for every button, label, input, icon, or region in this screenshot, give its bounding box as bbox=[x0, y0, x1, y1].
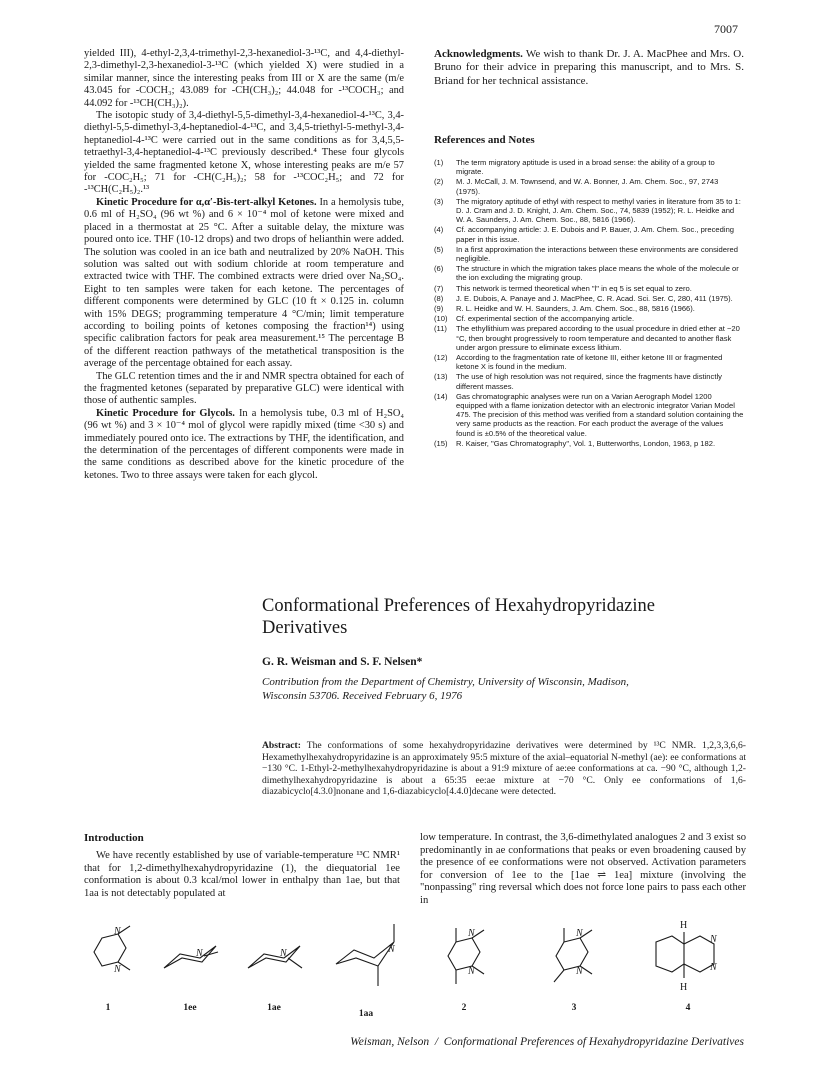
h-label: H bbox=[680, 920, 688, 931]
reference-item bbox=[434, 284, 744, 293]
authors: G. R. Weisman and S. F. Nelsen* bbox=[262, 656, 423, 668]
page-footer: Weisman, Nelson / Conformational Preferences of Hexahydropyridazine Derivatives bbox=[350, 1036, 744, 1048]
left-column bbox=[84, 48, 404, 482]
run-in-heading: Kinetic Procedure for Glycols. bbox=[96, 407, 235, 419]
atom-label: N bbox=[468, 928, 475, 939]
reference-item bbox=[434, 158, 744, 176]
reference-text: The use of high resolution was not required, since the fragments have distinctly different masses. bbox=[456, 372, 722, 391]
structure-label: 2 bbox=[461, 1003, 467, 1013]
reference-item bbox=[434, 304, 744, 313]
atom-label: N bbox=[576, 928, 583, 939]
reference-text: In a first approximation the interactions between these environments are considered negligible. bbox=[456, 244, 738, 264]
structure-label: 1ae bbox=[267, 1003, 281, 1013]
reference-number: (1) bbox=[434, 158, 444, 167]
acknowledgments-heading: Acknowledgments. bbox=[434, 48, 523, 60]
intro-left-column bbox=[84, 850, 400, 900]
references-list bbox=[434, 158, 744, 449]
references-heading: References and Notes bbox=[434, 134, 535, 146]
atom-label: N bbox=[468, 966, 475, 977]
reference-number: (7) bbox=[434, 283, 444, 293]
atom-label: N bbox=[576, 966, 583, 977]
reference-text: J. E. Dubois, A. Panaye and J. MacPhee, C. R. Acad. Sci. Ser. C, 280, 411 (1975). bbox=[456, 293, 733, 303]
received-date: Received February 6, 1976 bbox=[342, 690, 463, 702]
reference-text: The ethyllithium was prepared according to the usual procedure in dried ether at −20 °C, then brought progressively to room temperature and decanted to another flask under argon pressure to eliminate excess lithium. bbox=[456, 324, 740, 352]
atom-label: N bbox=[280, 948, 287, 959]
intro-paragraph: We have recently established by use of variable-temperature ¹³C NMR¹ that for 1,2-dimethylhexahydropyridazine (1), the diequatorial 1ee conformation is about 0.3 kcal/mol lower in enthalpy than 1ae, but that 1aa is not detectably populated at bbox=[84, 850, 400, 899]
reference-item bbox=[434, 353, 744, 371]
reference-text: Cf. accompanying article: J. E. Dubois and P. Bauer, J. Am. Chem. Soc., preceding paper in this issue. bbox=[456, 225, 735, 244]
reference-text: Gas chromatographic analyses were run on a Varian Aerograph Model 1200 equipped with a flame ionization detector with an electronic integrator Varian Model 475. The precision of this method was verified from a standard solution containing the very same products as the reaction. For each product the average of the values found is ±0.5% of the theoretical value. bbox=[456, 391, 744, 438]
reference-item bbox=[434, 314, 744, 323]
reference-number: (13) bbox=[434, 372, 448, 382]
paragraph-text: In a hemolysis tube, 0.6 ml of H₂SO₄ (96 wt %) and 6 × 10⁻⁴ mol of ketone were mixed and placed in a thermostat at 25 °C. After a suitable delay, the mixture was poured onto ice. THF (10-12 drops) and two drops of helianthin were added. The solution was cooled in an ice bath and neutralized by 20% NaOH. This solution was salted out with sodium chloride at room temperature and extracted twice with THF. The combined extracts were dried over Na₂SO₄. Eight to ten samples were taken for each ketone. The percentages of different components were determined by GLC (10 ft × 0.125 in. column with 15% DEGS; programming temperature 4 °C/min; limit temperature according to boiling points of ketones composing the fraction¹⁴) using specific calibration factors for peak area measurement.¹⁵ The percentage B of the different reaction pathways of the metathetical transposition is the average of the percentage obtained for each assay. bbox=[84, 196, 404, 370]
reference-number: (15) bbox=[434, 438, 448, 448]
reference-number: (2) bbox=[434, 177, 444, 187]
atom-label: N bbox=[114, 926, 121, 937]
reference-item bbox=[434, 264, 744, 282]
reference-item bbox=[434, 245, 744, 263]
reference-number: (4) bbox=[434, 225, 444, 235]
intro-paragraph-continued: low temperature. In contrast, the 3,6-dimethylated analogues 2 and 3 exist so predominantly in ae conformations that peaks or even broadening caused by the presence of ee conformations were not observed. Activation parameters for conversion of 1ee to the [1ae ⇌ 1ea] mixture (involving the "nonpassing" ring reversal which does not force lone pairs to pass each other in bbox=[420, 832, 746, 906]
reference-number: (12) bbox=[434, 353, 448, 363]
reference-text: Cf. experimental section of the accompanying article. bbox=[456, 314, 635, 324]
atom-label: N bbox=[710, 934, 717, 945]
reference-item bbox=[434, 294, 744, 303]
reference-item bbox=[434, 372, 744, 390]
reference-number: (5) bbox=[434, 244, 444, 254]
run-in-heading: Kinetic Procedure for α,α′-Bis-tert-alkyl Ketones. bbox=[96, 196, 317, 208]
acknowledgments-text: We wish to thank Dr. J. A. MacPhee and Mrs. O. Bruno for their advice in preparing this manuscript, and to Mrs. S. Briand for her technical assistance. bbox=[434, 48, 744, 87]
kinetic-glycols-paragraph bbox=[84, 408, 404, 482]
reference-text: R. Kaiser, "Gas Chromatography", Vol. 1, Butterworths, London, 1963, p 182. bbox=[456, 438, 716, 448]
reference-number: (8) bbox=[434, 293, 444, 303]
structure-label: 1aa bbox=[358, 1009, 374, 1019]
reference-number: (11) bbox=[434, 324, 447, 334]
reference-number: (10) bbox=[434, 314, 448, 324]
page-number: 7007 bbox=[714, 22, 738, 36]
article-title: Conformational Preferences of Hexahydropyridazine Derivatives bbox=[262, 596, 655, 638]
reference-item bbox=[434, 439, 744, 448]
atom-label: N bbox=[114, 964, 121, 975]
h-label: H bbox=[680, 982, 688, 993]
reference-text: This network is termed theoretical when "l" in eq 5 is set equal to zero. bbox=[456, 283, 692, 293]
structure-label: 1ee bbox=[183, 1003, 197, 1013]
reference-number: (9) bbox=[434, 304, 444, 314]
abstract-label: Abstract: bbox=[262, 740, 301, 751]
reference-item bbox=[434, 324, 744, 352]
abstract bbox=[262, 740, 746, 798]
reference-text: According to the fragmentation rate of ketone III, either ketone III or fragmented ketone X is found in the medium. bbox=[456, 353, 723, 372]
reference-text: The structure in which the migration takes place means the whole of the molecule or the ion excluding the migrating group. bbox=[456, 264, 739, 283]
introduction-heading: Introduction bbox=[84, 832, 144, 844]
intro-right-column bbox=[420, 832, 746, 908]
paragraph: The GLC retention times and the ir and NMR spectra obtained for each of the fragmented ketones (separated by preparative GLC) were identical with those of authentic samples. bbox=[84, 370, 404, 407]
atom-label: N bbox=[388, 944, 395, 955]
acknowledgments bbox=[434, 48, 744, 88]
reference-item bbox=[434, 225, 744, 243]
affiliation-text: Contribution from the Department of Chemistry, University of Wisconsin, Madison, Wisconsin 53706. bbox=[262, 676, 629, 702]
paragraph: yielded III), 4-ethyl-2,3,4-trimethyl-2,3-hexanediol-3-¹³C, and 4,4-diethyl-2,3-dimethyl-2,3-hexanediol-3-¹³C (which yielded X) were studied in a similar manner, since the interesting peaks from III or X are the same (m/e 43.045 for -COCH₃; 43.089 for -CH(CH₃)₂; 44.048 for -¹³COCH₃; and 44.092 for -¹³CH(CH₃)₂). bbox=[84, 48, 404, 109]
structure-label: 3 bbox=[571, 1003, 577, 1013]
reference-item bbox=[434, 177, 744, 195]
reference-number: (3) bbox=[434, 196, 444, 206]
structure-label: 1 bbox=[105, 1003, 111, 1013]
atom-label: N bbox=[710, 962, 717, 973]
structure-label: 4 bbox=[685, 1003, 691, 1013]
affiliation bbox=[262, 675, 662, 703]
structures-figure bbox=[84, 912, 764, 1020]
kinetic-ketones-paragraph bbox=[84, 197, 404, 371]
reference-text: The migratory aptitude of ethyl with respect to methyl varies in literature from 35 to 1: D. J. Cram and J. D. Knight, J. Am. Chem. Soc., 74, 5839 (1952); R. L. Heidke and W. A. Saunders, J. Am. Chem. Soc., 88, 5816 (1966). bbox=[456, 196, 741, 225]
reference-number: (6) bbox=[434, 264, 444, 274]
reference-text: M. J. McCall, J. M. Townsend, and W. A. Bonner, J. Am. Chem. Soc., 97, 2743 (1975). bbox=[456, 177, 719, 196]
reference-number: (14) bbox=[434, 391, 448, 401]
reference-text: R. L. Heidke and W. H. Saunders, J. Am. Chem. Soc., 88, 5816 (1966). bbox=[456, 304, 695, 314]
reference-item bbox=[434, 197, 744, 225]
reference-item bbox=[434, 392, 744, 438]
reference-text: The term migratory aptitude is used in a broad sense: the ability of a group to migrate. bbox=[456, 158, 715, 177]
paragraph: The isotopic study of 3,4-diethyl-5,5-dimethyl-3,4-hexanediol-4-¹³C, 3,4-diethyl-5,5-dimethyl-3,4-heptanediol-4-¹³C, and 3,4,5-triethyl-5-methyl-3,4-heptanediol-4-¹³C were carried out in the same conditions as for 3,4,5,5-tetraethyl-3,4-heptanediol-4-¹³C previously described.⁴ These four glycols yielded the same fragmented ketone X, whose interesting peaks are m/e 57 for -COC₂H₅; 71 for -CH(C₂H₅)₂; 58 for -¹³COC₂H₅; and 72 for -¹³CH(C₂H₅)₂.¹³ bbox=[84, 110, 404, 196]
paragraph-text: In a hemolysis tube, 0.3 ml of H₂SO₄ (96 wt %) and 3 × 10⁻⁴ mol of glycol were rapidly mixed (time <30 s) and immediately poured onto ice. The extractions by THF, the identification, and the determination of the percentages of different components were made in the same conditions as described above for the kinetic procedure of the ketones. Two to three assays were taken for each glycol. bbox=[84, 407, 404, 481]
atom-label: N bbox=[196, 948, 203, 959]
abstract-text: The conformations of some hexahydropyridazine derivatives were determined by ¹³C NMR. 1,2,3,3,6,6-Hexamethylhexahydropyridazine is an approximately 95:5 mixture of the axial–equatorial N-methyl (ae): ee conformations at −130 °C. 1-Ethyl-2-methylhexahydropyridazine is about a 91:9 mixture of ae:ee conformations at ca. −90 °C, although 1,2-dimethylhexahydropyridazine is about a 65:35 ee:ae mixture at −70 °C. Only ee conformations of 1,6-diazabicyclo[4.3.0]nonane and 1,6-diazabicyclo[4.4.0]decane were detected. bbox=[262, 740, 746, 798]
